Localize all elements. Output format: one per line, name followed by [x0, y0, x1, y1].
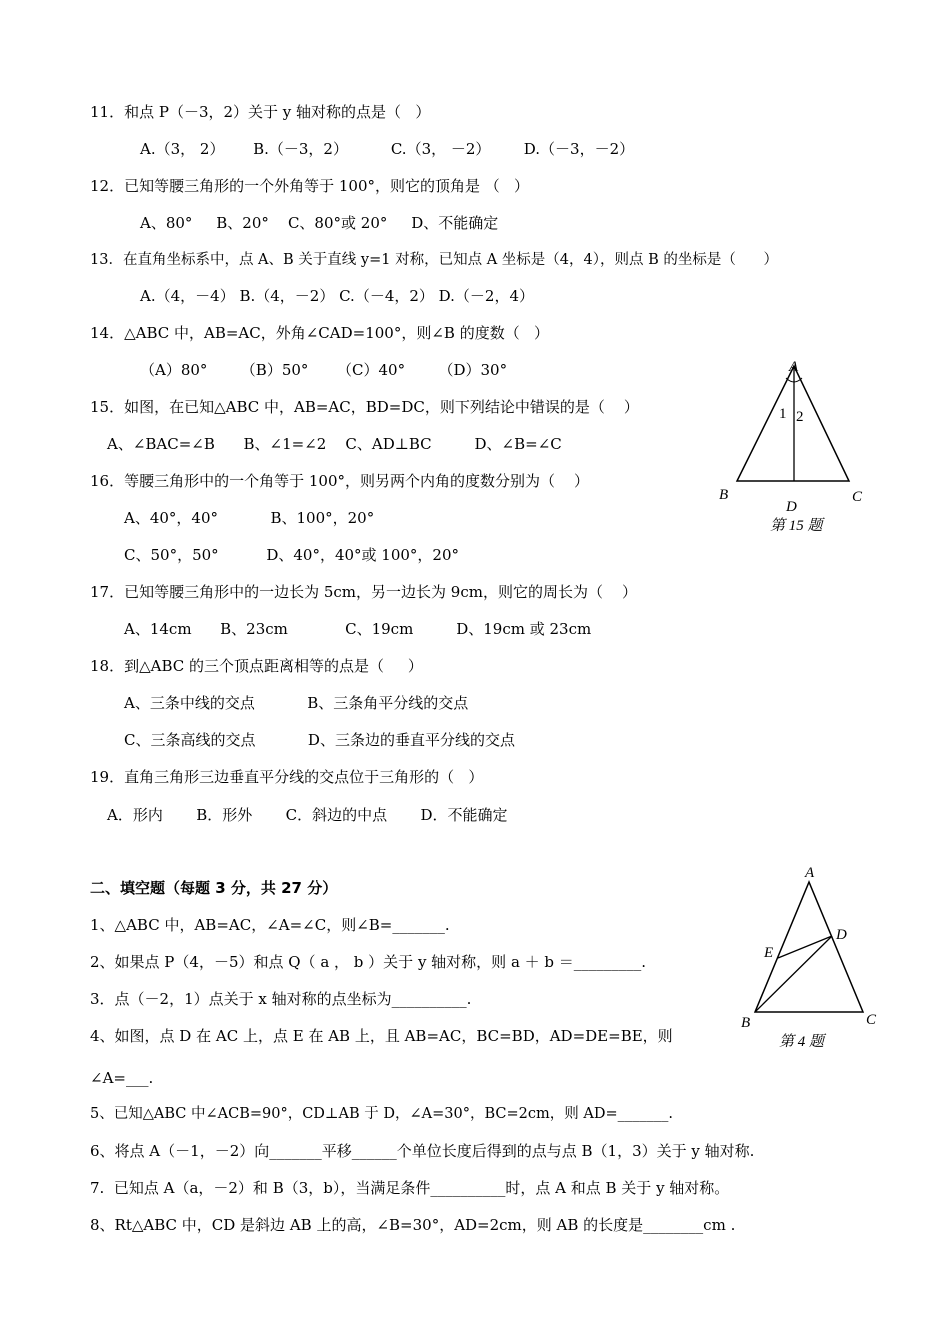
label-d: D — [786, 499, 797, 515]
figure-caption: 第 4 题 — [779, 1034, 825, 1050]
q16-stem: 16．等腰三角形中的一个角等于 100°，则另两个内角的度数分别为（ ） — [90, 472, 590, 490]
fill-q7: 7. 已知点 A（a，－2）和 B（3，b），当满足条件__________时，点 A 和点 B 关于 y 轴对称。 — [90, 1179, 730, 1197]
q13-stem: 13．在直角坐标系中，点 A、B 关于直线 y=1 对称，已知点 A 坐标是（4，4），则点 B 的坐标是（ ） — [90, 252, 778, 268]
label-b: B — [741, 1015, 751, 1031]
q18-options-2: C、三条高线的交点 D、三条边的垂直平分线的交点 — [124, 731, 515, 749]
q18-options-1: A、三条中线的交点 B、三条角平分线的交点 — [124, 694, 469, 712]
q16-options-2: C、50°，50° D、40°，40°或 100°，20° — [124, 546, 460, 564]
fill-q6: 6、将点 A（－1，－2）向_______平移______个单位长度后得到的点与点 B（1，3）关于 y 轴对称. — [90, 1142, 755, 1160]
segment-ed — [778, 936, 832, 958]
q17-stem: 17．已知等腰三角形中的一边长为 5cm，另一边长为 9cm，则它的周长为（ ） — [90, 583, 638, 601]
label-angle-1: 1 — [779, 406, 787, 422]
label-d: D — [836, 927, 847, 943]
label-e: E — [764, 945, 774, 961]
fill-q8: 8、Rt△ABC 中，CD 是斜边 AB 上的高，∠B=30°，AD=2cm，则 AB 的长度是________cm . — [90, 1216, 736, 1234]
q12-stem: 12．已知等腰三角形的一个外角等于 100°，则它的顶角是 （ ） — [90, 177, 530, 195]
q15-stem: 15．如图，在已知△ABC 中，AB=AC，BD=DC，则下列结论中错误的是（ ） — [90, 398, 639, 416]
fill-q4-line2: ∠A=___. — [90, 1069, 154, 1087]
q19-options: A．形内 B．形外 C．斜边的中点 D．不能确定 — [107, 806, 508, 824]
figure-q15 — [712, 356, 872, 541]
triangle-abc — [737, 366, 849, 481]
q17-options: A、14cm B、23cm C、19cm D、19cm 或 23cm — [124, 620, 592, 638]
q13-options: A.（4，－4） B.（4，－2） C.（－4，2） D.（－2，4） — [140, 287, 535, 305]
fill-q1: 1、△ABC 中，AB=AC，∠A=∠C，则∠B=_______. — [90, 916, 450, 934]
fill-q4-line1: 4、如图，点 D 在 AC 上，点 E 在 AB 上，且 AB=AC，BC=BD，AD=DE=BE，则 — [90, 1027, 673, 1045]
label-a: A — [805, 865, 815, 881]
section2-title: 二、填空题（每题 3 分，共 27 分） — [90, 879, 338, 897]
figure-fill-q4 — [735, 862, 885, 1052]
fill-q5: 5、已知△ABC 中∠ACB=90°，CD⊥AB 于 D，∠A=30°，BC=2cm，则 AD=_______. — [90, 1106, 673, 1122]
q16-options-1: A、40°，40° B、100°，20° — [124, 509, 375, 527]
label-angle-2: 2 — [796, 409, 804, 425]
q11-options: A.（3， 2） B.（－3，2） C.（3， －2） D.（－3，－2） — [140, 140, 635, 158]
q14-stem: 14．△ABC 中，AB=AC，外角∠CAD=100°，则∠B 的度数（ ） — [90, 324, 550, 342]
figure-caption: 第 15 题 — [770, 518, 823, 534]
label-b: B — [719, 487, 729, 503]
label-c: C — [852, 489, 863, 505]
q18-stem: 18．到△ABC 的三个顶点距离相等的点是（ ） — [90, 657, 423, 675]
fill-q3: 3．点（－2，1）点关于 x 轴对称的点坐标为__________. — [90, 990, 472, 1008]
q12-options: A、80° B、20° C、80°或 20° D、不能确定 — [140, 214, 499, 232]
label-c: C — [866, 1012, 877, 1028]
q14-options: （A）80° （B）50° （C）40° （D）30° — [140, 361, 508, 379]
label-a: A — [789, 359, 799, 375]
q15-options: A、∠BAC=∠B B、∠1=∠2 C、AD⊥BC D、∠B=∠C — [107, 435, 562, 453]
q11-stem: 11．和点 P（－3，2）关于 y 轴对称的点是（ ） — [90, 103, 431, 121]
fill-q2: 2、如果点 P（4，－5）和点 Q（ a ， b ）关于 y 轴对称，则 a ＋ b ＝_________. — [90, 953, 647, 971]
q19-stem: 19．直角三角形三边垂直平分线的交点位于三角形的（ ） — [90, 768, 484, 786]
